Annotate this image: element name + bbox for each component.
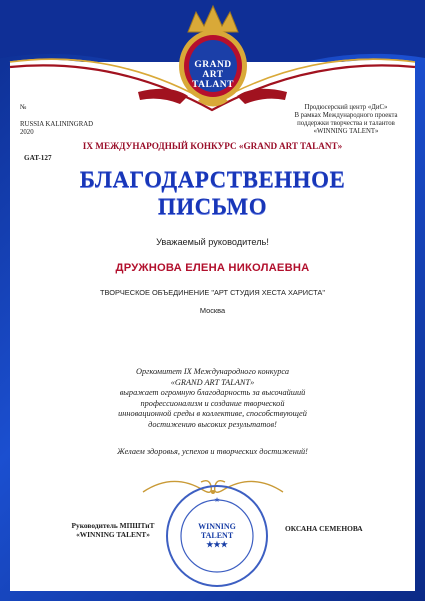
certificate-year: 2020 bbox=[20, 129, 34, 136]
greeting: Уважаемый руководитель! bbox=[156, 237, 269, 247]
document-title-line1: БЛАГОДАРСТВЕННОЕ bbox=[79, 167, 346, 192]
document-title-line2: ПИСЬМО bbox=[157, 194, 268, 219]
certificate-city: RUSSIA KALININGRAD bbox=[20, 121, 94, 128]
stamp-text: WINNING TALENT ★★★ bbox=[198, 522, 236, 549]
grand-art-talant-logo bbox=[168, 4, 258, 114]
wish-line: Желаем здоровья, успехов и творческих достижений! bbox=[117, 447, 308, 456]
certificate-code: GAT-127 bbox=[24, 154, 52, 162]
logo-text: GRAND ART TALANT bbox=[192, 60, 234, 90]
signatory-role: Руководитель МПШТиТ «WINNING TALENT» bbox=[71, 521, 155, 539]
recipient-city: Москва bbox=[199, 306, 226, 315]
letter-body: Оргкомитет IX Международного конкурса «GRAND ART TALANT» выражает огромную благодарность за высочайший профессионализм и создание творческой инновационной среды в коллективе, способствующей достижению высоких результатов! bbox=[118, 367, 307, 429]
signatory-name: ОКСАНА СЕМЕНОВА bbox=[285, 524, 363, 533]
svg-text:★: ★ bbox=[213, 496, 221, 504]
certificate-number-label: № bbox=[20, 104, 27, 111]
organizer-info: Продюсерский центр «ДиС» В рамках Международного проекта поддержки творчества и талантов «WINNING TALENT» bbox=[294, 104, 398, 135]
contest-title: IX МЕЖДУНАРОДНЫЙ КОНКУРС «GRAND ART TALANT» bbox=[82, 141, 343, 151]
recipient-name: ДРУЖНОВА ЕЛЕНА НИКОЛАЕВНА bbox=[115, 262, 310, 274]
recipient-organization: ТВОРЧЕСКОЕ ОБЪЕДИНЕНИЕ "АРТ СТУДИЯ ХЕСТА ХАРИСТА" bbox=[100, 288, 325, 297]
